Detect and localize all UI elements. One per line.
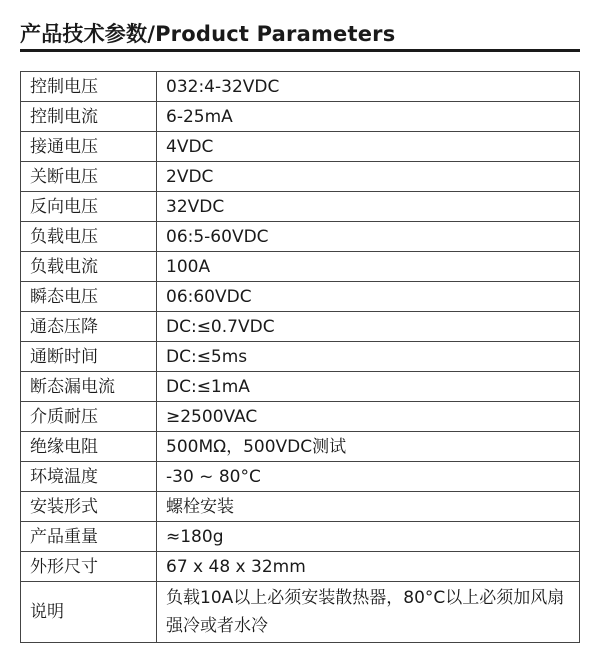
param-label: 说明 [21,582,157,643]
param-value: 2VDC [157,162,580,192]
param-value: 螺栓安装 [157,492,580,522]
param-value: ≈180g [157,522,580,552]
param-label: 介质耐压 [21,402,157,432]
table-row [21,282,580,312]
table-row [21,132,580,162]
param-label: 负载电流 [21,252,157,282]
table-row [21,252,580,282]
param-label: 通断时间 [21,342,157,372]
param-label: 绝缘电阻 [21,432,157,462]
param-value: 32VDC [157,192,580,222]
param-label: 关断电压 [21,162,157,192]
param-label: 接通电压 [21,132,157,162]
table-row [21,162,580,192]
param-value: 100A [157,252,580,282]
param-value: ≥2500VAC [157,402,580,432]
param-value: 4VDC [157,132,580,162]
table-row [21,492,580,522]
title-underline [20,49,580,52]
param-value: 06:60VDC [157,282,580,312]
param-value: 6-25mA [157,102,580,132]
table-row [21,312,580,342]
table-row [21,462,580,492]
table-row [21,402,580,432]
param-value: 67 x 48 x 32mm [157,552,580,582]
param-value: 032:4-32VDC [157,72,580,102]
table-row [21,102,580,132]
param-label: 外形尺寸 [21,552,157,582]
table-row [21,432,580,462]
param-label: 瞬态电压 [21,282,157,312]
param-label: 反向电压 [21,192,157,222]
table-row [21,522,580,552]
param-label: 控制电流 [21,102,157,132]
table-row [21,552,580,582]
param-value: 负载10A以上必须安装散热器，80°C以上必须加风扇强冷或者水冷 [157,582,580,643]
parameters-table [20,71,580,643]
table-row [21,582,580,643]
param-value: DC:≤5ms [157,342,580,372]
param-label: 产品重量 [21,522,157,552]
table-row [21,222,580,252]
param-label: 负载电压 [21,222,157,252]
param-label: 安装形式 [21,492,157,522]
page-title: 产品技术参数/Product Parameters [20,22,396,46]
param-value: 06:5-60VDC [157,222,580,252]
table-row [21,342,580,372]
param-label: 控制电压 [21,72,157,102]
table-row [21,372,580,402]
param-value: DC:≤1mA [157,372,580,402]
table-row [21,192,580,222]
param-label: 环境温度 [21,462,157,492]
param-value: 500MΩ，500VDC测试 [157,432,580,462]
param-label: 断态漏电流 [21,372,157,402]
param-label: 通态压降 [21,312,157,342]
param-value: -30 ~ 80°C [157,462,580,492]
param-value: DC:≤0.7VDC [157,312,580,342]
table-row [21,72,580,102]
